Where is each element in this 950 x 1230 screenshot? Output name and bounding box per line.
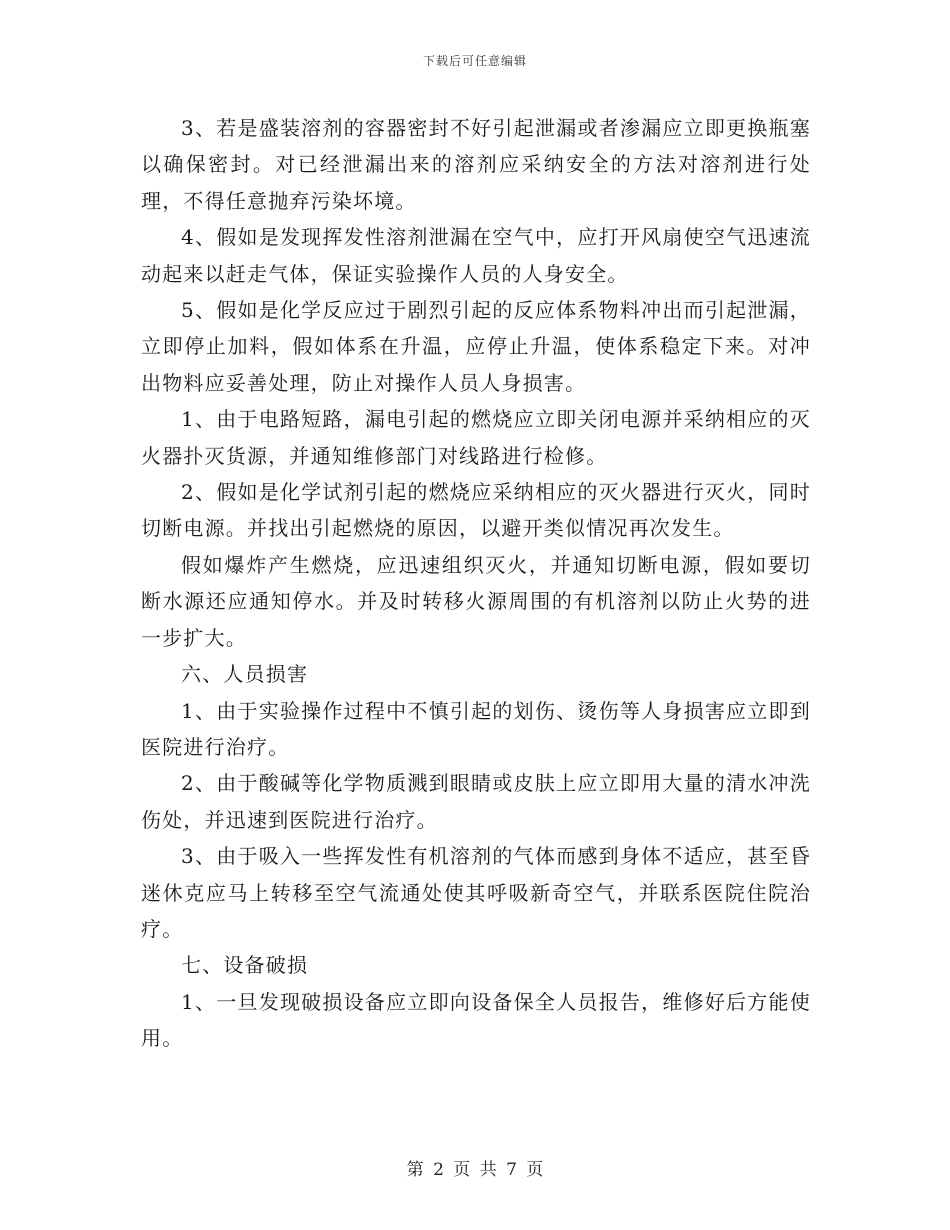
paragraph-acid-alkali-splash: 2、由于酸碱等化学物质溅到眼睛或皮肤上应立即用大量的清水冲洗伤处，并迅速到医院进行治疗。 bbox=[141, 771, 811, 832]
paragraph-reaction-overflow-leak: 5、假如是化学反应过于剧烈引起的反应体系物料冲出而引起泄漏，立即停止加料，假如体系在升温，应停止升温，使体系稳定下来。对冲出物料应妥善处理，防止对操作人员人身损害。 bbox=[141, 298, 811, 395]
paragraph-cuts-burns: 1、由于实验操作过程中不慎引起的划伤、烫伤等人身损害应立即到医院进行治疗。 bbox=[141, 698, 811, 759]
page-header-note: 下载后可任意编辑 bbox=[422, 54, 527, 68]
paragraph-volatile-solvent-leak: 4、假如是发现挥发性溶剂泄漏在空气中，应打开风扇使空气迅速流动起来以赶走气体，保证实验操作人员的人身安全。 bbox=[141, 225, 811, 286]
page-number: 第 2 页 共 7 页 bbox=[406, 1160, 544, 1180]
paragraph-damaged-equipment-report: 1、一旦发现破损设备应立即向设备保全人员报告，维修好后方能使用。 bbox=[141, 989, 811, 1051]
document-body bbox=[141, 110, 811, 1057]
paragraph-solvent-container-leak: 3、若是盛装溶剂的容器密封不好引起泄漏或者渗漏应立即更换瓶塞以确保密封。对已经泄漏出来的溶剂应采纳安全的方法对溶剂进行处理，不得任意抛弃污染坏境。 bbox=[141, 116, 811, 213]
paragraph-chemical-fire: 2、假如是化学试剂引起的燃烧应采纳相应的灭火器进行灭火，同时切断电源。并找出引起燃烧的原因，以避开类似情况再次发生。 bbox=[141, 480, 811, 541]
section-heading-personal-injury: 六、人员损害 bbox=[181, 662, 309, 687]
paragraph-vapor-inhalation: 3、由于吸入一些挥发性有机溶剂的气体而感到身体不适应，甚至昏迷休克应马上转移至空气流通处使其呼吸新奇空气，并联系医院住院治疗。 bbox=[141, 844, 811, 941]
paragraph-explosion-fire: 假如爆炸产生燃烧，应迅速组织灭火，并通知切断电源，假如要切断水源还应通知停水。并及时转移火源周围的有机溶剂以防止火势的进一步扩大。 bbox=[141, 552, 811, 650]
section-heading-equipment-damage: 七、设备破损 bbox=[181, 953, 309, 978]
paragraph-electrical-fire: 1、由于电路短路，漏电引起的燃烧应立即关闭电源并采纳相应的灭火器扑灭货源，并通知维修部门对线路进行检修。 bbox=[141, 407, 811, 468]
